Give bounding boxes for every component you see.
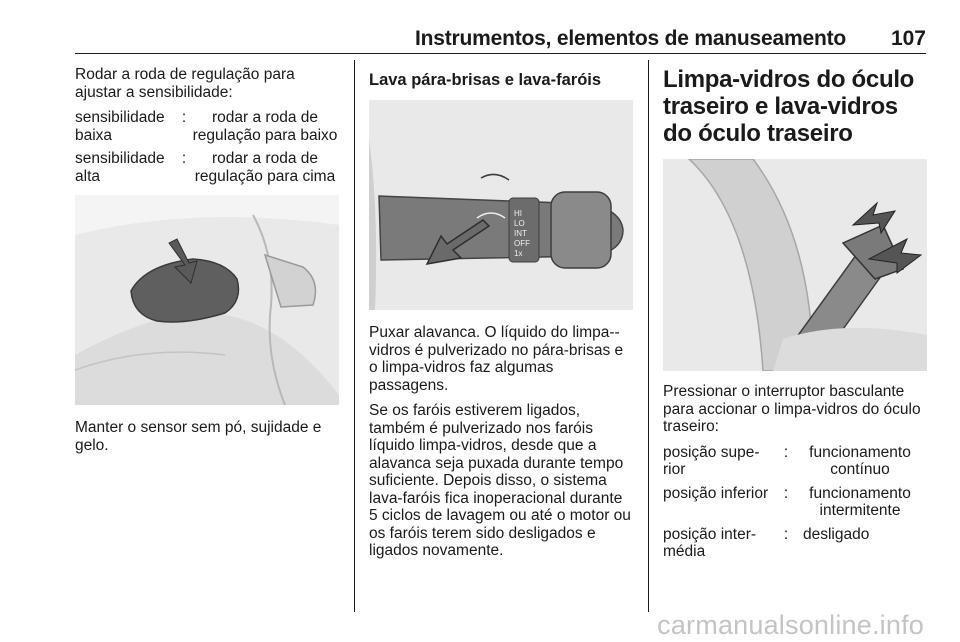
chapter-title: Instrumentos, elementos de manuseamento (415, 27, 846, 50)
definition-row (663, 526, 927, 561)
definition-row (663, 444, 927, 479)
wiper-lever-illustration (369, 100, 633, 310)
lever-label-lo: LO (514, 219, 525, 228)
definition-term: posição inferior (663, 484, 769, 502)
definition-row (75, 150, 339, 185)
sensitivity-definitions (75, 109, 339, 185)
column-1 (75, 66, 339, 462)
washer-heading: Lava pára-brisas e lava-faróis (369, 71, 602, 89)
lever-label-int: INT (514, 229, 527, 238)
lever-label-hi: HI (514, 209, 522, 218)
definition-colon: : (783, 484, 789, 502)
rear-wiper-definitions (663, 444, 927, 561)
washer-paragraph-1: Puxar alavanca. O líquido do limpa--vidros é pulverizado no pára-brisas e o limpa-vidros faz algumas passagens. (369, 324, 624, 394)
watermark: carmanualsonline.info (657, 610, 924, 640)
definition-term: sensibilidade alta (75, 150, 165, 185)
column-divider-2 (648, 60, 649, 612)
column-2 (369, 66, 633, 568)
definition-desc: funcionamento contínuo (809, 443, 911, 478)
page-header (75, 28, 926, 50)
definition-colon: : (181, 109, 187, 126)
definition-row (663, 485, 927, 520)
column-divider-1 (354, 60, 355, 612)
definition-term: sensibilidade baixa (75, 109, 165, 144)
definition-colon: : (783, 443, 789, 461)
page-number: 107 (890, 27, 926, 50)
definition-colon: : (181, 150, 187, 167)
column-3 (663, 66, 927, 567)
lever-label-1x: 1x (514, 249, 523, 258)
rain-sensor-illustration (75, 195, 339, 405)
rear-wiper-heading: Limpa-vidros do óculo traseiro e lava-vidros do óculo traseiro (663, 66, 915, 147)
definition-term: posição supe-rior (663, 443, 760, 478)
rear-wiper-illustration (663, 159, 927, 371)
definition-desc: funcionamento intermitente (809, 484, 911, 519)
lever-label-off: OFF (514, 239, 530, 248)
definition-desc: desligado (803, 525, 870, 543)
header-divider (75, 53, 926, 54)
sensor-caption: Manter o sensor sem pó, sujidade e gelo. (75, 419, 322, 454)
definition-colon: : (783, 525, 789, 543)
definition-term: posição inter-média (663, 525, 757, 560)
rear-wiper-intro: Pressionar o interruptor basculante para accionar o limpa-vidros do óculo traseiro: (663, 383, 921, 435)
definition-desc: rodar a roda de regulação para cima (194, 150, 336, 185)
washer-paragraph-2: Se os faróis estiverem ligados, também é pulverizado nos faróis líquido limpa-vidros, desde que a alavanca seja puxada durante tempo suficiente. Depois disso, o sistema lava-faróis fica inoperacional durante 5 ciclos de lavagem ou até o motor ou os faróis terem sido desligados e ligados novamente. (369, 402, 631, 559)
definition-desc: rodar a roda de regulação para baixo (192, 109, 338, 144)
definition-row (75, 109, 339, 144)
sensitivity-intro: Rodar a roda de regulação para ajustar a sensibilidade: (75, 66, 295, 101)
